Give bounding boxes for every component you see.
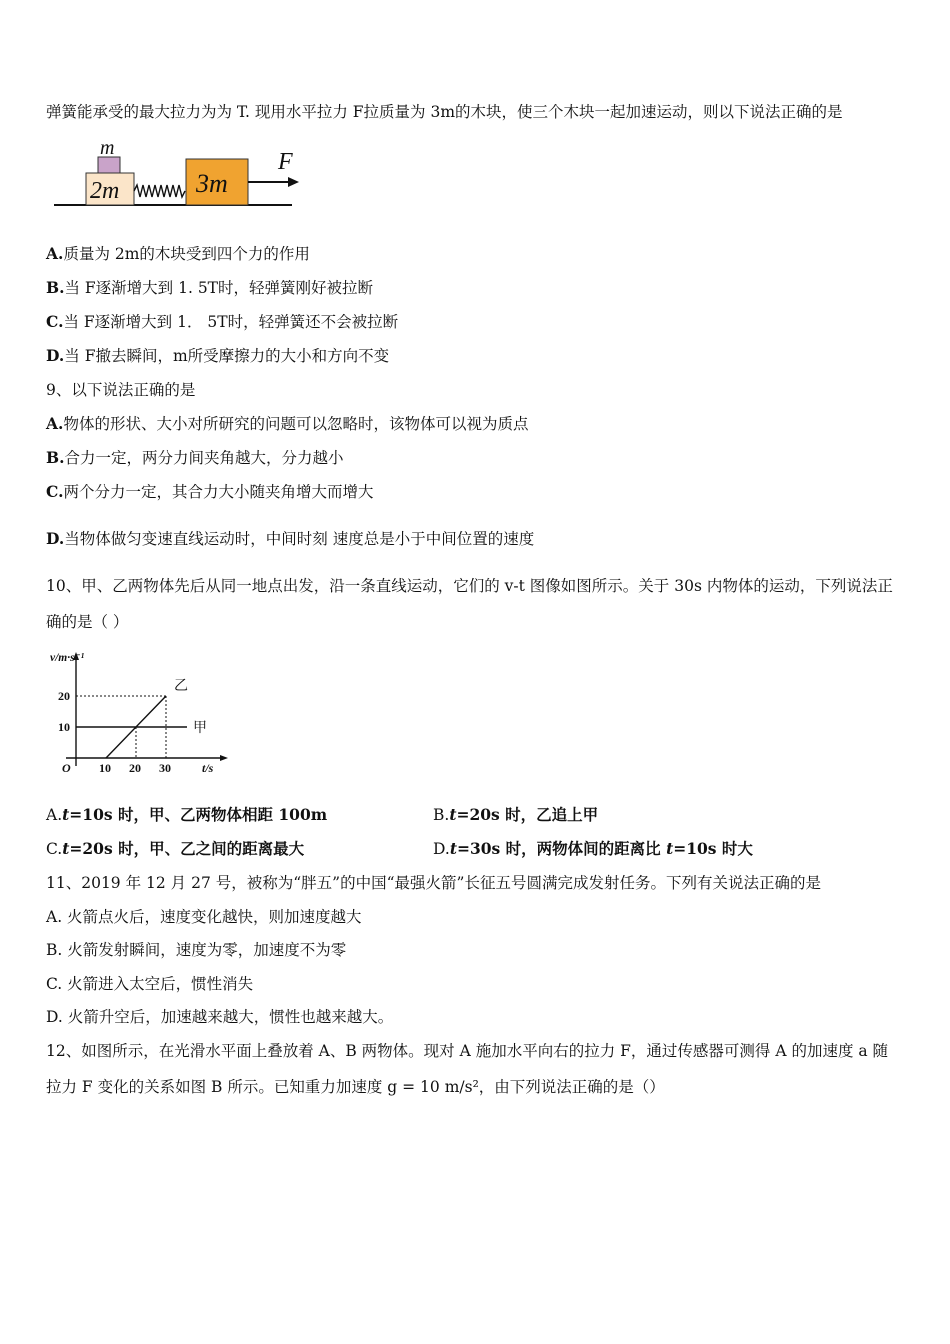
label-m: m [100,137,115,159]
x-tick-label-0: 10 [99,761,111,775]
label-3m: 3m [196,169,228,198]
q9-stem: 9、以下说法正确的是 [46,381,196,399]
label-F: F [278,149,293,175]
q10-vt-chart [44,646,234,784]
series-label-0: 甲 [193,721,207,736]
block-spring-diagram [50,135,310,215]
q12-stem-line2: 拉力 F 变化的关系如图 B 所示。已知重力加速度 g = 10 m/s²，由下列说法正确的是（） [46,1078,665,1096]
x-tick-label-2: 30 [159,761,171,775]
q10-option-a: A.t=10s 时，甲、乙两物体相距 100m [46,805,328,824]
spring [134,185,185,197]
q8-option-d: D.当 F撤去瞬间，m所受摩擦力的大小和方向不变 [46,346,390,365]
y-tick-label-1: 20 [58,689,70,703]
q8-option-b: B.当 F逐渐增大到 1. 5T时，轻弹簧刚好被拉断 [46,278,374,297]
q11-option-b: B. 火箭发射瞬间，速度为零，加速度不为零 [46,941,347,959]
q11-option-d: D. 火箭升空后，加速越来越大，惯性也越来越大。 [46,1008,394,1026]
block-m [98,157,120,173]
q8-option-c: C.当 F逐渐增大到 1． 5T时，轻弹簧还不会被拉断 [46,312,399,331]
y-tick-label-0: 10 [58,720,70,734]
q9-option-c: C.两个分力一定，其合力大小随夹角增大而增大 [46,482,374,501]
series-lines [76,679,207,758]
q8-option-a: A.质量为 2m的木块受到四个力的作用 [46,244,310,263]
force-arrow-head [288,177,299,187]
q11-stem: 11、2019 年 12 月 27 号，被称为“胖五”的中国“最强火箭”长征五号圆满完成发射任务。下列有关说法正确的是 [46,874,821,892]
vt-chart-svg [44,646,234,780]
q11-option-a: A. 火箭点火后，速度变化越快，则加速度越大 [46,908,362,926]
q12-stem-line1: 12、如图所示，在光滑水平面上叠放着 A、B 两物体。现对 A 施加水平向右的拉力 F，通过传感器可测得 A 的加速度 a 随 [46,1042,889,1060]
q10-stem-line2: 确的是（ ） [46,613,129,631]
q9-option-a: A.物体的形状、大小对所研究的问题可以忽略时，该物体可以视为质点 [46,414,529,433]
q10-option-d: D.t=30s 时，两物体间的距离比 t=10s 时大 [433,839,753,858]
tick-labels [58,689,171,775]
x-tick-label-1: 20 [129,761,141,775]
q10-option-c: C.t=20s 时，甲、乙之间的距离最大 [46,839,305,858]
q8-figure [50,135,310,219]
series-label-1: 乙 [174,679,188,694]
y-axis-label: v/m·s⁻¹ [50,652,85,664]
q10-stem-line1: 10、甲、乙两物体先后从同一地点出发，沿一条直线运动，它们的 v-t 图像如图所示。关于 30s 内物体的运动，下列说法正 [46,577,893,595]
origin-label: O [62,761,71,775]
q10-option-b: B.t=20s 时，乙追上甲 [433,805,599,824]
q9-option-d: D.当物体做匀变速直线运动时，中间时刻 速度总是小于中间位置的速度 [46,529,535,548]
q11-option-c: C. 火箭进入太空后，惯性消失 [46,975,254,993]
q8-stem: 弹簧能承受的最大拉力为为 T. 现用水平拉力 F拉质量为 3m的木块，使三个木块一起加速运动，则以下说法正确的是 [46,103,843,121]
x-axis-label: t/s [202,761,214,775]
q9-option-b: B.合力一定，两分力间夹角越大，分力越小 [46,448,344,467]
label-2m: 2m [90,178,120,204]
x-axis-arrow [220,755,228,761]
